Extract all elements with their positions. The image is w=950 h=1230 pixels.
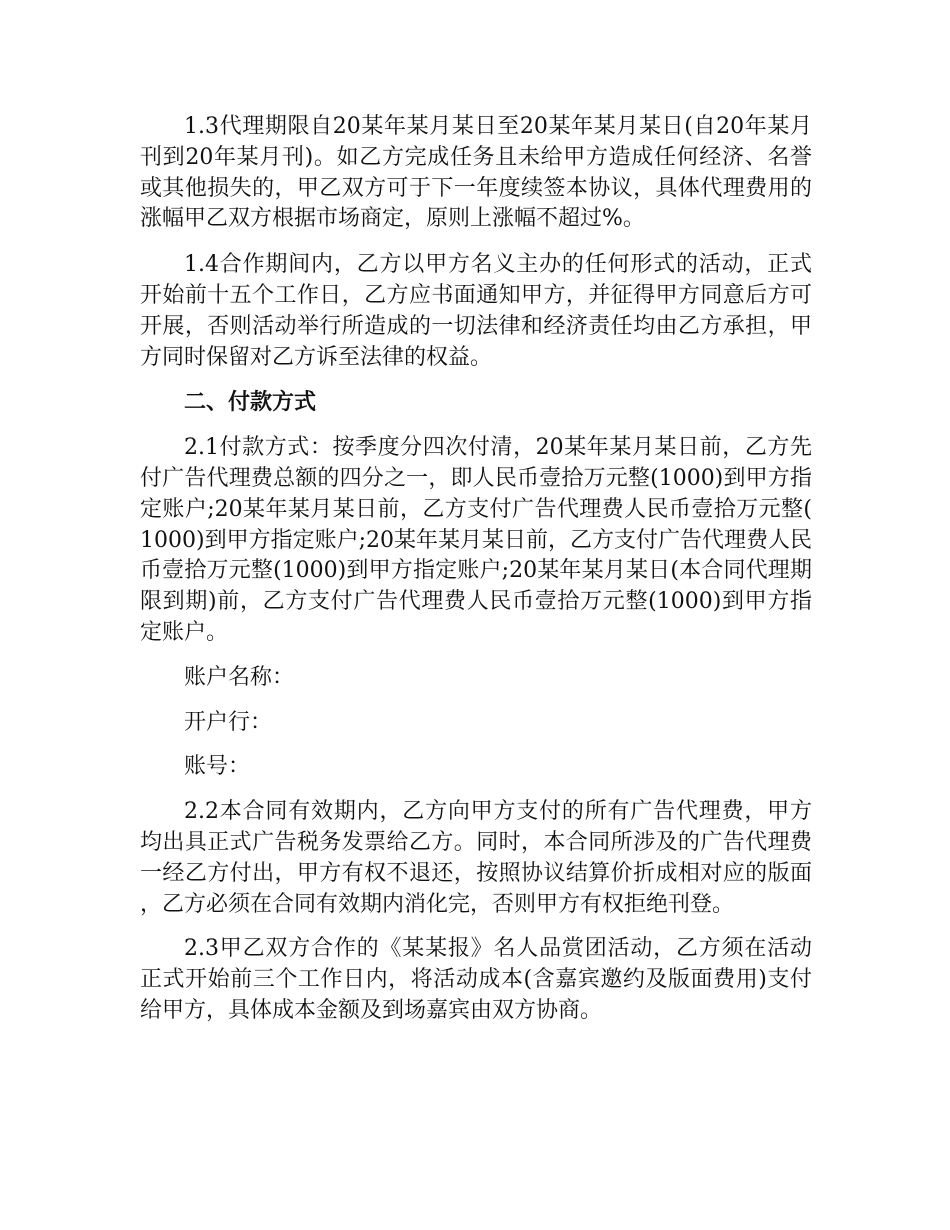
- section-heading-payment: 二、付款方式: [184, 389, 317, 416]
- clause-1-4: 1.4合作期间内，乙方以甲方名义主办的任何形式的活动，正式开始前十五个工作日，乙方应书面通知甲方，并征得甲方同意后方可开展，否则活动举行所造成的一切法律和经济责任均由乙方承担，甲方同时保留对乙方诉至法律的权益。: [140, 252, 812, 370]
- clause-1-3: 1.3代理期限自20某年某月某日至20某年某月某日(自20年某月刊到20年某月刊)。如乙方完成任务且未给甲方造成任何经济、名誉或其他损失的，甲乙双方可于下一年度续签本协议，具体代理费用的涨幅甲乙双方根据市场商定，原则上涨幅不超过%。: [140, 114, 812, 232]
- clause-2-2: 2.2本合同有效期内，乙方向甲方支付的所有广告代理费，甲方均出具正式广告税务发票给乙方。同时，本合同所涉及的广告代理费一经乙方付出，甲方有权不退还，按照协议结算价折成相对应的版面，乙方必须在合同有效期内消化完，否则甲方有权拒绝刊登。: [140, 799, 812, 917]
- bank-label: 开户行：: [184, 709, 273, 735]
- document-page: [140, 112, 812, 1041]
- account-number-label: 账号：: [184, 754, 251, 780]
- clause-2-1: 2.1付款方式：按季度分四次付清，20某年某月某日前，乙方先付广告代理费总额的四分之一，即人民币壹拾万元整(1000)到甲方指定账户;20某年某月某日前，乙方支付广告代理费人民币壹拾万元整(1000)到甲方指定账户;20某年某月某日前，乙方支付广告代理费人民币壹拾万元整(1000)到甲方指定账户;20某年某月某日(本合同代理期限到期)前，乙方支付广告代理费人民币壹拾万元整(1000)到甲方指定账户。: [140, 435, 812, 645]
- account-name-label: 账户名称：: [184, 664, 295, 690]
- clause-2-3: 2.3甲乙双方合作的《某某报》名人品赏团活动，乙方须在活动正式开始前三个工作日内，将活动成本(含嘉宾邀约及版面费用)支付给甲方，具体成本金额及到场嘉宾由双方协商。: [140, 936, 812, 1023]
